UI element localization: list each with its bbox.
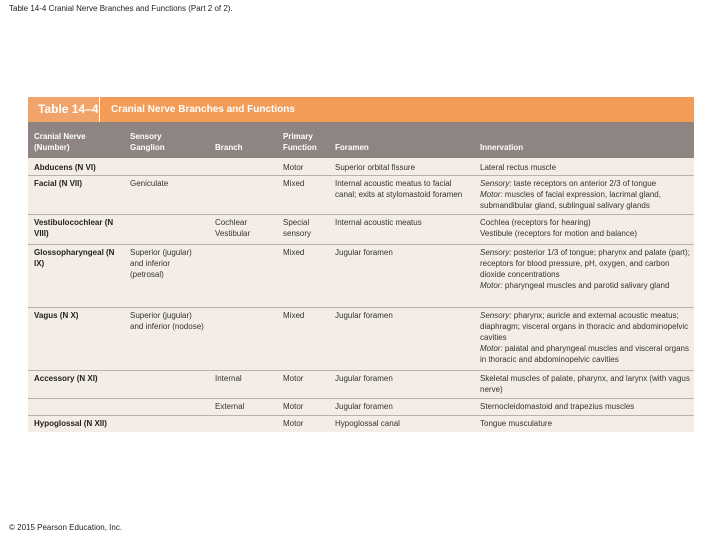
table-title: Cranial Nerve Branches and Functions [111,104,295,115]
cell-nerve: Abducens (N VI) [34,163,96,172]
header-innervation: Innervation [480,143,524,152]
innervation-text: Lateral rectus muscle [480,163,557,172]
cell-nerve: Glossopharyngeal (N IX) [34,248,115,268]
cell-ganglion: Superior (jugular) and inferior (nodose) [130,311,204,331]
table-row [28,214,694,245]
cell-innervation [480,310,692,365]
innervation-text: taste receptors on anterior 2/3 of tongue [511,179,657,188]
innervation-text: pharynx; auricle and external acoustic meatus; diaphragm; visceral organs in thoracic and abdominopelvic cavities [480,311,689,342]
innervation-text: Tongue musculature [480,419,553,428]
cell-nerve: Vestibulocochlear (N VIII) [34,218,114,238]
innervation-line [480,228,692,239]
innervation-label: Motor: [480,344,503,353]
innervation-label: Sensory: [480,179,512,188]
cell-foramen: Hypoglossal canal [335,419,400,428]
cell-innervation [480,247,692,291]
cell-foramen: Jugular foramen [335,311,393,320]
cell-foramen: Superior orbital fissure [335,163,416,172]
table-row [28,244,694,308]
innervation-text: pharyngeal muscles and parotid salivary gland [502,281,670,290]
cell-foramen: Jugular foramen [335,248,393,257]
cell-foramen: Internal acoustic meatus [335,218,422,227]
table-row [28,175,694,215]
cell-innervation [480,178,692,211]
innervation-text: Skeletal muscles of palate, pharynx, and larynx (with vagus nerve) [480,374,690,394]
cell-branch: Internal [215,374,242,383]
header-function: Primary Function [283,132,317,152]
cell-function: Special sensory [283,218,312,238]
innervation-label: Sensory: [480,311,512,320]
header-foramen: Foramen [335,143,369,152]
innervation-text: Vestibule (receptors for motion and balance) [480,229,637,238]
innervation-label: Sensory: [480,248,512,257]
table-row [28,159,694,176]
slide-caption: Table 14-4 Cranial Nerve Branches and Functions (Part 2 of 2). [9,4,233,13]
cell-branch: External [215,402,245,411]
cell-innervation [480,162,692,173]
innervation-line [480,343,692,365]
cell-nerve: Hypoglossal (N XII) [34,419,107,428]
innervation-text: posterior 1/3 of tongue; pharynx and palate (part); receptors for blood pressure, pH, oxygen, and carbon dioxide concentrations [480,248,690,279]
copyright: © 2015 Pearson Education, Inc. [9,523,123,532]
innervation-label: Motor: [480,281,503,290]
cell-innervation [480,418,692,429]
cell-nerve: Accessory (N XI) [34,374,98,383]
innervation-text: Sternocleidomastoid and trapezius muscles [480,402,635,411]
cell-innervation [480,373,692,395]
table-number: Table 14–4 [28,97,100,122]
cell-innervation [480,217,692,239]
table-row [28,307,694,371]
cell-innervation [480,401,692,412]
innervation-line [480,310,692,343]
cell-nerve: Facial (N VII) [34,179,83,188]
cell-foramen: Jugular foramen [335,402,393,411]
table-row [28,370,694,399]
cell-function: Mixed [283,179,305,188]
header-ganglion: Sensory Ganglion [130,132,165,152]
innervation-line [480,217,692,228]
innervation-line [480,401,692,412]
cell-foramen: Internal acoustic meatus to facial canal; exits at stylomastoid foramen [335,179,463,199]
cell-foramen: Jugular foramen [335,374,393,383]
cranial-nerve-table [28,97,694,432]
innervation-line [480,373,692,395]
innervation-line [480,280,692,291]
table-title-bar [28,97,694,122]
innervation-label: Motor: [480,190,503,199]
innervation-text: muscles of facial expression, lacrimal gland, submandibular gland, sublingual salivary glands [480,190,661,210]
cell-ganglion: Geniculate [130,179,169,188]
cell-function: Motor [283,402,304,411]
header-nerve: Cranial Nerve (Number) [34,132,86,152]
table-row [28,415,694,432]
cell-function: Mixed [283,248,305,257]
innervation-line [480,247,692,280]
cell-function: Motor [283,163,304,172]
innervation-line [480,162,692,173]
cell-function: Mixed [283,311,305,320]
innervation-line [480,178,692,189]
cell-branch: Cochlear Vestibular [215,218,251,238]
table-row [28,398,694,416]
innervation-line [480,189,692,211]
cell-ganglion: Superior (jugular) and inferior (petrosal) [130,248,192,279]
innervation-text: palatal and pharyngeal muscles and visceral organs in thoracic and abdominopelvic cavities [480,344,690,364]
cell-function: Motor [283,374,304,383]
header-branch: Branch [215,143,243,152]
cell-nerve: Vagus (N X) [34,311,79,320]
innervation-text: Cochlea (receptors for hearing) [480,218,591,227]
innervation-line [480,418,692,429]
table-header [28,122,694,158]
cell-function: Motor [283,419,304,428]
